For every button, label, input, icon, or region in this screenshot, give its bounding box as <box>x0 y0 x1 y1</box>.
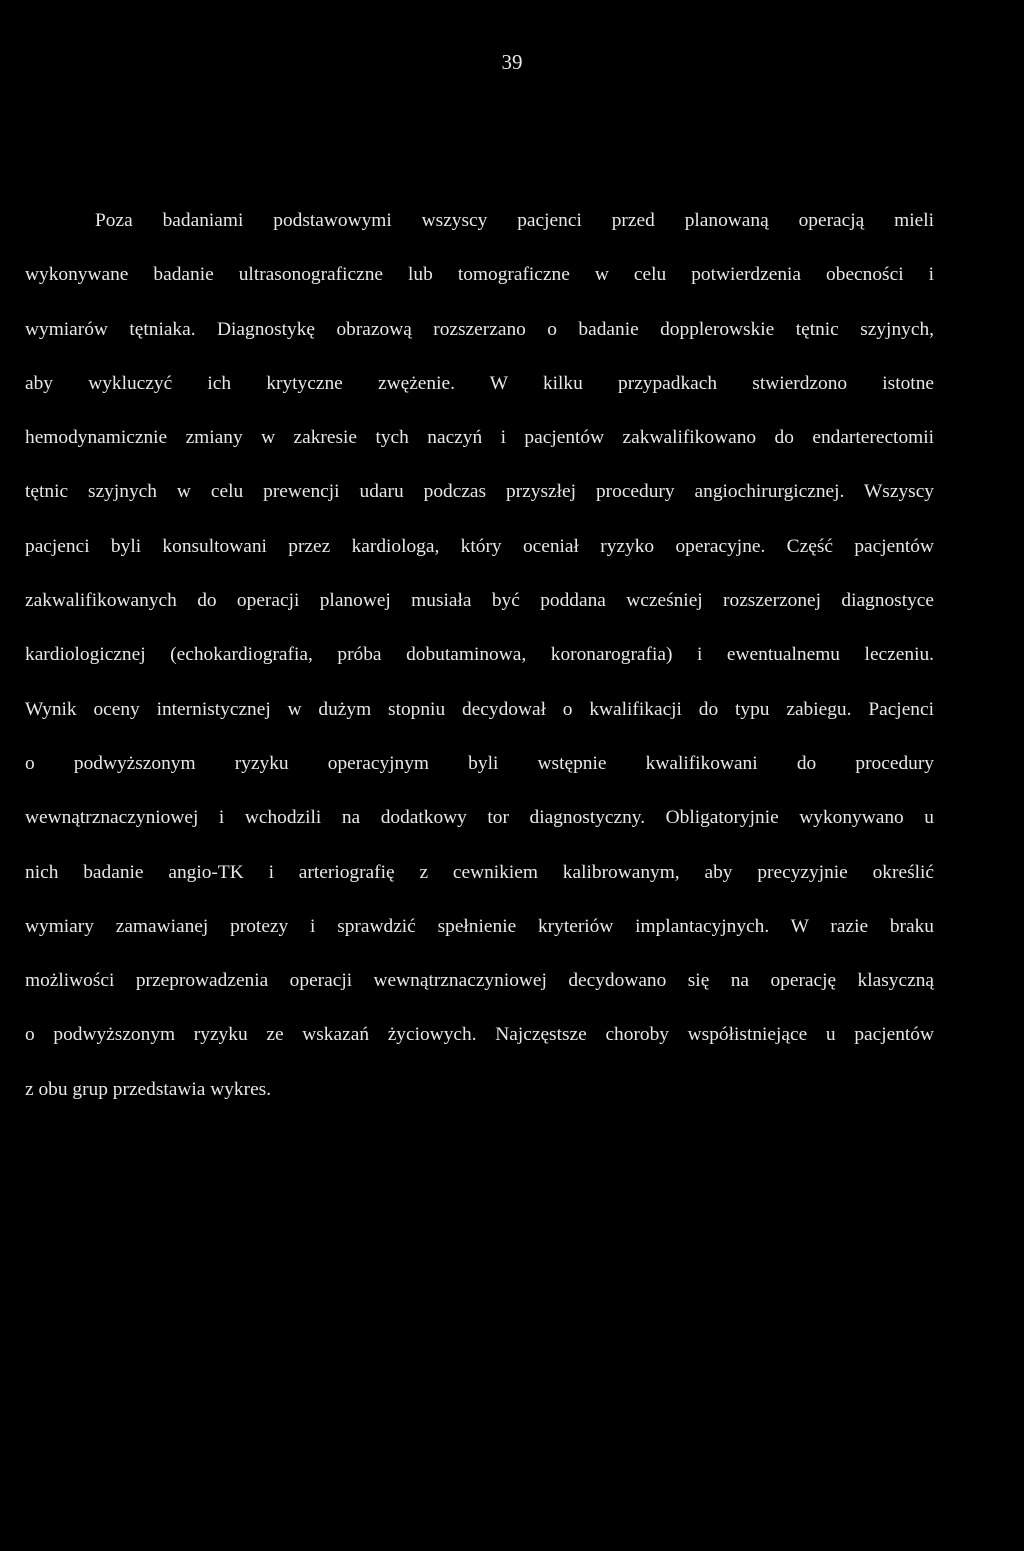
text-line: o podwyższonym ryzyku ze wskazań życiowych. Najczęstsze choroby współistniejące u pacjentów <box>25 1024 934 1046</box>
text-line: wykonywane badanie ultrasonograficzne lub tomograficzne w celu potwierdzenia obecności i <box>25 264 934 286</box>
page-number: 39 <box>501 50 523 74</box>
body-paragraph <box>25 202 934 1125</box>
text-line: możliwości przeprowadzenia operacji wewnątrznaczyniowej decydowano się na operację klasyczną <box>25 970 934 992</box>
text-line: Wynik oceny internistycznej w dużym stopniu decydował o kwalifikacji do typu zabiegu. Pacjenci <box>25 698 934 720</box>
text-line: z obu grup przedstawia wykres. <box>25 1078 272 1100</box>
text-line: hemodynamicznie zmiany w zakresie tych naczyń i pacjentów zakwalifikowano do endarterectomii <box>25 427 934 449</box>
text-line: wymiarów tętniaka. Diagnostykę obrazową rozszerzano o badanie dopplerowskie tętnic szyjnych, <box>25 318 934 340</box>
text-line: pacjenci byli konsultowani przez kardiologa, który oceniał ryzyko operacyjne. Część pacjentów <box>25 535 934 557</box>
text-line: wymiary zamawianej protezy i sprawdzić spełnienie kryteriów implantacyjnych. W razie braku <box>25 915 934 937</box>
text-line: o podwyższonym ryzyku operacyjnym byli wstępnie kwalifikowani do procedury <box>25 752 934 774</box>
text-line: zakwalifikowanych do operacji planowej musiała być poddana wcześniej rozszerzonej diagnostyce <box>25 590 934 612</box>
text-line: aby wykluczyć ich krytyczne zwężenie. W kilku przypadkach stwierdzono istotne <box>25 372 934 394</box>
text-line: wewnątrznaczyniowej i wchodzili na dodatkowy tor diagnostyczny. Obligatoryjnie wykonywano u <box>25 807 934 829</box>
text-line: Poza badaniami podstawowymi wszyscy pacjenci przed planowaną operacją mieli <box>95 210 934 231</box>
text-line: tętnic szyjnych w celu prewencji udaru podczas przyszłej procedury angiochirurgicznej. Wszyscy <box>25 481 934 503</box>
text-line: nich badanie angio-TK i arteriografię z cewnikiem kalibrowanym, aby precyzyjnie określić <box>25 861 934 883</box>
text-line: kardiologicznej (echokardiografia, próba dobutaminowa, koronarografia) i ewentualnemu leczeniu. <box>25 644 934 666</box>
